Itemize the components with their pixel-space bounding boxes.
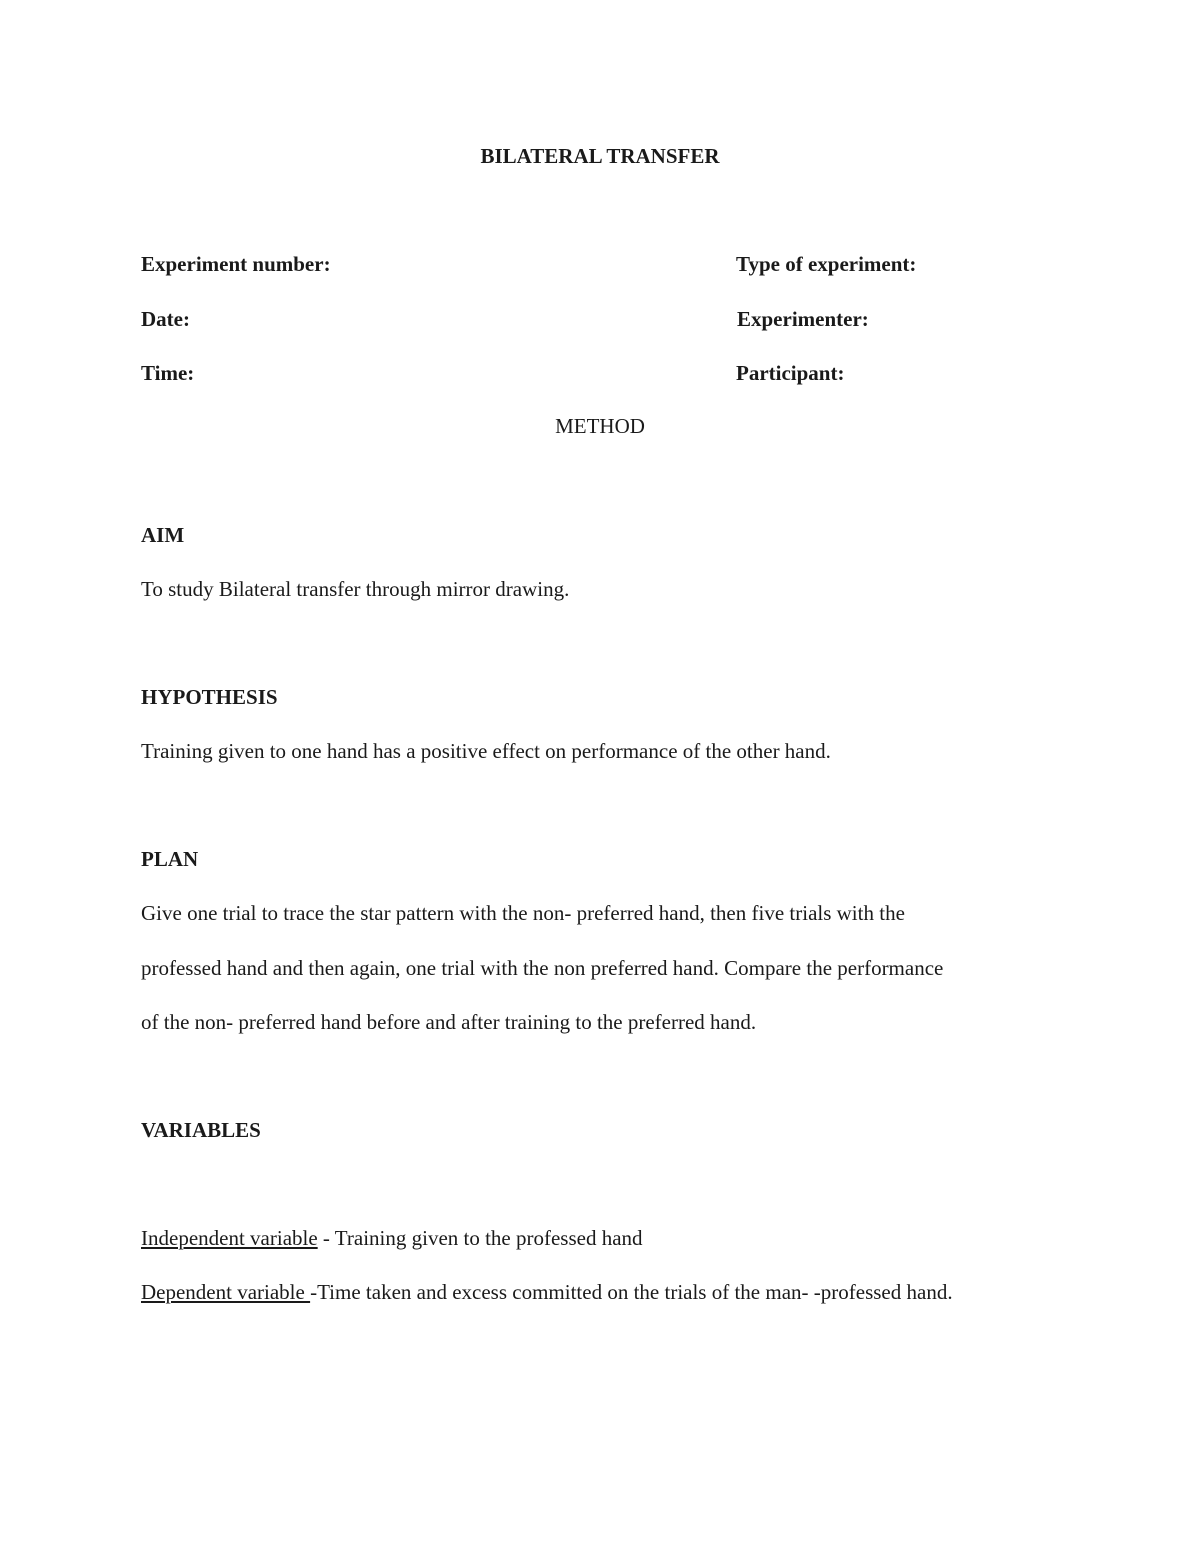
plan-line: of the non- preferred hand before and after training to the preferred hand.: [141, 1010, 757, 1034]
date-label: Date:: [141, 307, 190, 331]
dependent-variable-text: -Time taken and excess committed on the trials of the man- -professed hand.: [310, 1280, 953, 1304]
document-title: BILATERAL TRANSFER: [480, 144, 720, 168]
plan-line: professed hand and then again, one trial with the non preferred hand. Compare the performance: [141, 956, 944, 980]
participant-label: Participant:: [736, 361, 845, 385]
variables-heading: VARIABLES: [141, 1118, 261, 1142]
dependent-variable-line: [141, 1279, 953, 1305]
plan-heading: PLAN: [141, 847, 199, 871]
hypothesis-heading: HYPOTHESIS: [141, 685, 278, 709]
experiment-number-label: Experiment number:: [141, 252, 331, 276]
hypothesis-text: Training given to one hand has a positive effect on performance of the other hand.: [141, 739, 831, 763]
independent-variable-label: Independent variable: [141, 1226, 318, 1250]
independent-variable-line: [141, 1225, 643, 1251]
type-of-experiment-label: Type of experiment:: [736, 252, 917, 276]
aim-heading: AIM: [141, 523, 185, 547]
aim-text: To study Bilateral transfer through mirror drawing.: [141, 577, 570, 601]
time-label: Time:: [141, 361, 195, 385]
independent-variable-text: - Training given to the professed hand: [317, 1226, 643, 1250]
experimenter-label: Experimenter:: [737, 307, 869, 331]
plan-line: Give one trial to trace the star pattern with the non- preferred hand, then five trials with the: [141, 901, 905, 925]
method-heading: METHOD: [555, 414, 645, 438]
dependent-variable-label: Dependent variable: [141, 1280, 311, 1304]
